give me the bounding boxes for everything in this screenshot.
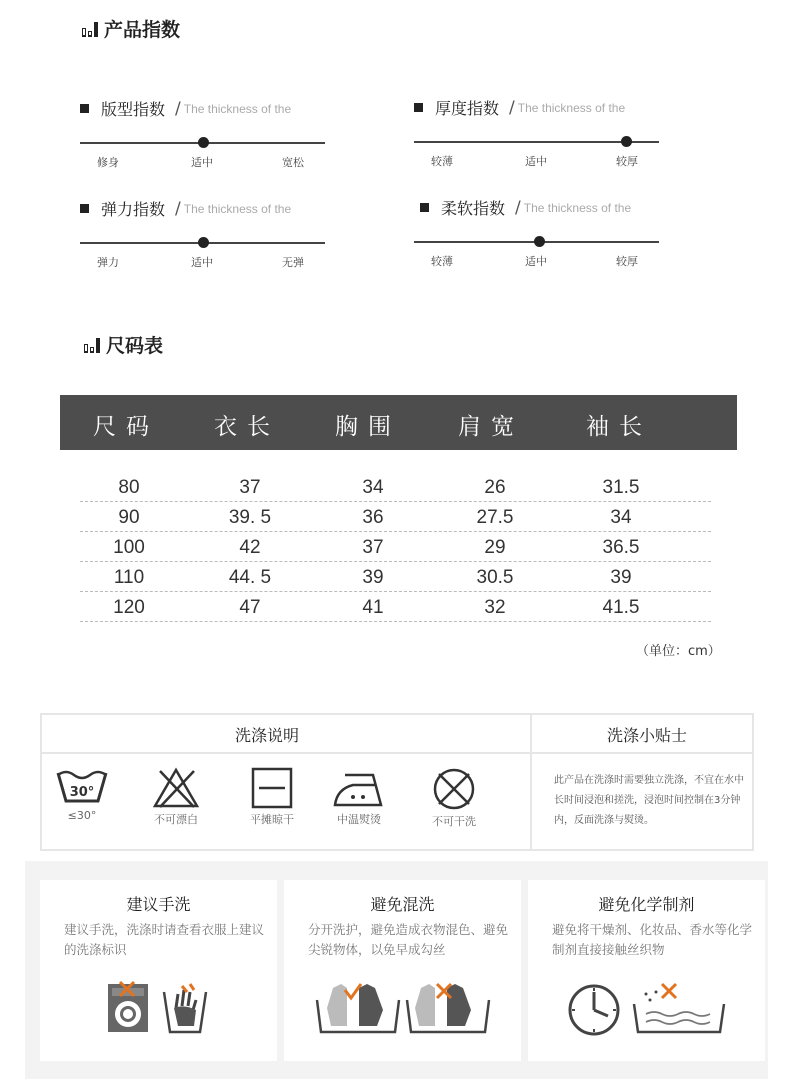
square-bullet-icon [80,104,89,113]
table-row [80,502,711,532]
iron-medium-item [319,767,399,827]
index-name: 厚度指数 [435,99,500,118]
tips-title: 洗涤小贴士 [607,726,688,745]
header-shoulder: 肩宽 [458,414,524,440]
square-bullet-icon [414,103,423,112]
slash: / [175,98,181,119]
advice-title: 避免化学制剂 [598,895,695,914]
index-fit [80,97,330,167]
index-label-mid: 适中 [191,156,213,169]
advice-title: 建议手洗 [126,895,191,914]
iron-medium-label: 中温熨烫 [337,813,381,826]
washing-title: 洗涤说明 [235,726,300,745]
no-dry-clean-item [414,767,494,829]
table-cell: 27.5 [476,507,514,528]
table-cell: 34 [610,507,632,528]
no-dry-clean-label: 不可干洗 [432,815,476,828]
no-bleach-item [136,767,216,827]
separate-wash-icon-wrap [284,978,521,1036]
flat-dry-label: 平摊晾干 [250,813,294,826]
header-length: 衣长 [214,414,280,440]
separate-wash-icon [313,978,493,1036]
table-cell: 39 [610,567,632,588]
slash: / [175,198,181,219]
bar-chart-icon [82,21,98,37]
table-cell: 37 [362,537,384,558]
table-cell: 29 [484,537,506,558]
slash: / [515,197,521,218]
slash: / [509,97,515,118]
table-cell: 37 [239,477,261,498]
advice-text: 分开洗护，避免造成衣物混色、避免尖锐物体，以免早成勾丝 [308,922,509,957]
advice-title: 避免混洗 [370,895,435,914]
table-cell: 42 [239,537,261,558]
product-index-title [82,15,180,42]
table-cell: 39 [362,567,384,588]
table-cell: 44. 5 [228,567,272,588]
table-cell: 100 [113,537,145,558]
table-cell: 80 [118,477,140,498]
wash-30-label: ≤30° [67,809,97,822]
hand-wash-icon [104,978,214,1036]
table-cell: 41 [362,597,384,618]
index-label-high: 较厚 [616,155,638,168]
index-label-low: 较薄 [431,255,453,268]
index-label-high: 较厚 [616,255,638,268]
table-cell: 36.5 [602,537,640,558]
index-label-high: 宽松 [282,156,304,169]
table-cell: 31.5 [602,477,640,498]
tips-text: 此产品在洗涤时需要独立洗涤，不宜在水中长时间浸泡和搓洗，浸泡时间控制在3分钟内，反面洗涤与熨烫。 [554,775,744,826]
advice-text: 避免将干燥剂、化妆品、香水等化学制剂直接接触丝织物 [552,922,753,957]
index-subtitle: The thickness of the [183,101,292,116]
table-cell: 47 [239,597,261,618]
square-bullet-icon [420,203,429,212]
header-chest: 胸围 [335,414,401,440]
header-sleeve: 袖长 [586,414,652,440]
index-name: 版型指数 [101,100,166,119]
index-thickness [414,96,664,166]
bar-chart-icon [84,337,100,353]
index-label-low: 修身 [97,156,119,169]
index-name: 柔软指数 [441,199,506,218]
advice-text: 建议手洗，洗涤时请查看衣服上建议的洗涤标识 [64,922,265,957]
no-bleach-icon [152,767,200,809]
size-table-title-text: 尺码表 [106,335,164,357]
index-label-low: 弹力 [97,256,119,269]
table-row [80,532,711,562]
washing-instructions [40,713,754,851]
table-cell: 30.5 [476,567,514,588]
table-cell: 26 [484,477,506,498]
table-cell: 90 [118,507,140,528]
advice-card-hand-wash [40,880,277,1061]
no-bleach-label: 不可漂白 [154,813,198,826]
index-subtitle: The thickness of the [523,200,632,215]
table-cell: 110 [113,567,145,588]
size-table-title [84,331,163,358]
table-cell: 120 [113,597,145,618]
index-level-dot [621,136,632,147]
table-cell: 34 [362,477,384,498]
table-row [80,592,711,622]
index-subtitle: The thickness of the [517,100,626,115]
care-advice-panel [25,861,768,1079]
index-subtitle: The thickness of the [183,201,292,216]
index-name: 弹力指数 [101,200,166,219]
table-cell: 41.5 [602,597,640,618]
index-softness [414,196,664,266]
wash-30-icon [54,767,110,807]
advice-card-no-chemicals [528,880,765,1061]
square-bullet-icon [80,204,89,213]
no-chemicals-icon-wrap [528,978,765,1036]
table-cell: 36 [362,507,384,528]
header-size: 尺码 [93,414,159,440]
index-label-low: 较薄 [431,155,453,168]
no-dry-clean-icon [431,767,477,811]
index-label-mid: 适中 [525,255,547,268]
iron-medium-icon [331,767,387,809]
table-row [80,562,711,592]
wash-temp-badge: 30° [69,785,95,800]
flat-dry-item [232,767,312,827]
wash-30-item [42,767,122,822]
index-label-mid: 适中 [191,256,213,269]
size-table-header [60,395,737,450]
advice-card-separate-wash [284,880,521,1061]
index-level-dot [534,236,545,247]
flat-dry-icon [250,767,294,809]
table-row [80,472,711,502]
index-elasticity [80,197,330,267]
hand-wash-icon-wrap [40,978,277,1036]
divider [42,752,752,754]
table-cell: 32 [484,597,506,618]
product-index-title-text: 产品指数 [104,19,181,41]
index-level-dot [198,237,209,248]
index-level-dot [198,137,209,148]
index-label-mid: 适中 [525,155,547,168]
divider [530,715,532,849]
table-cell: 39. 5 [228,507,272,528]
index-label-high: 无弹 [282,256,304,269]
unit-note: （单位：cm） [636,644,721,659]
no-chemicals-icon [562,978,732,1036]
